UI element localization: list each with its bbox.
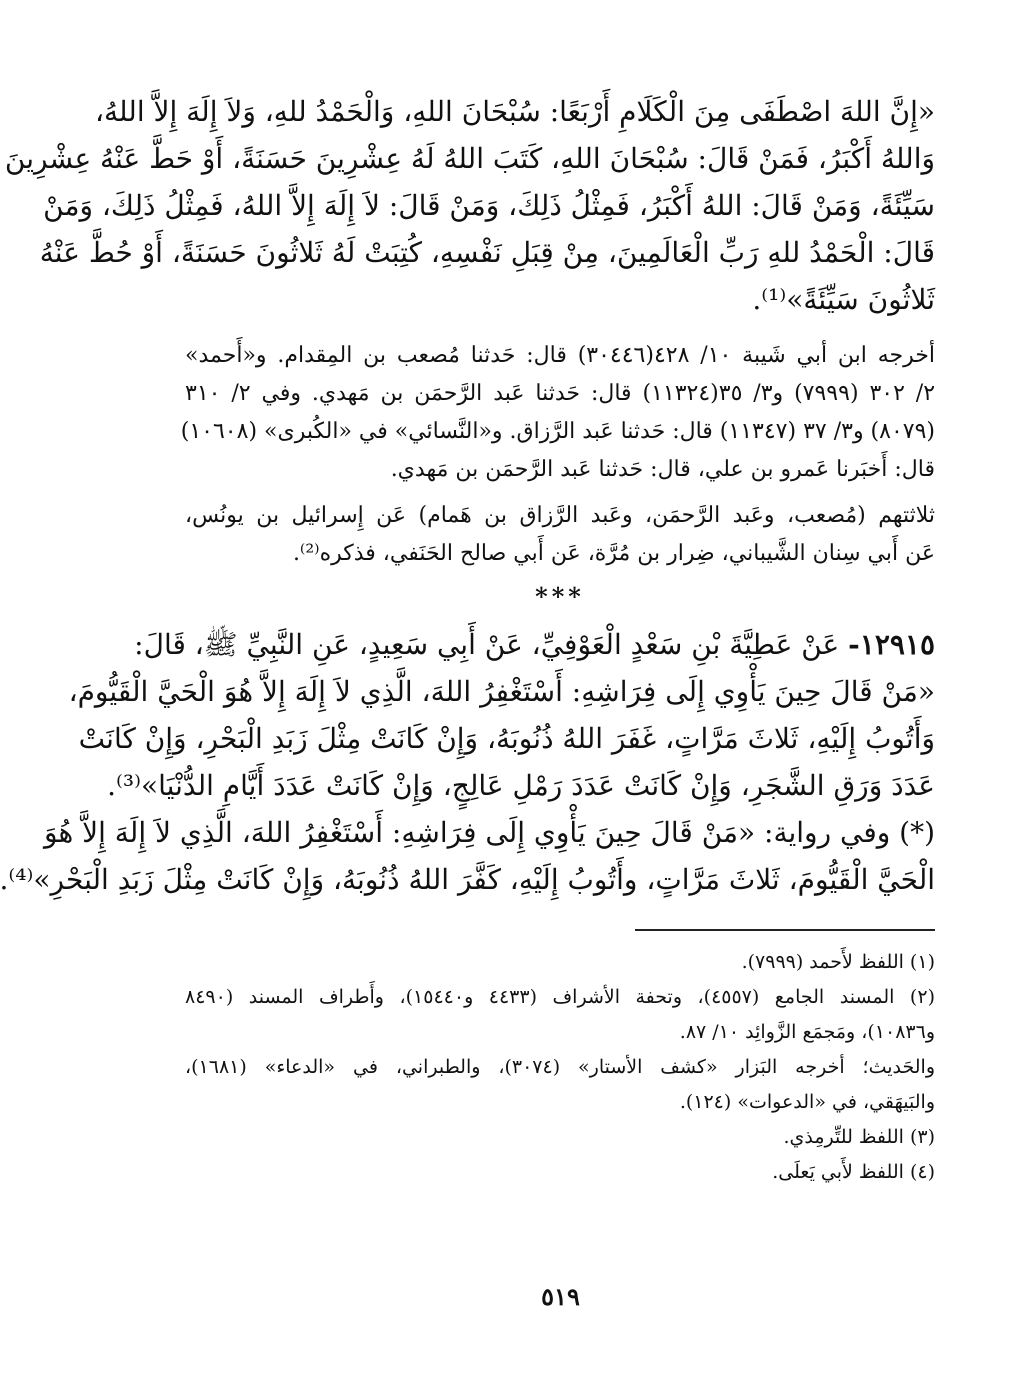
hadith-12915 (68, 621, 935, 809)
footnote-2: (٢) المسند الجامع (٤٥٥٧)، وتحفة الأشراف (٤٤٣٣ و١٥٤٤٠)، وأَطراف المسند (٨٤٩٠ (185, 986, 935, 1008)
takhrij-line: ٢/ ٣٠٢ (٧٩٩٩) و٣/ ٣٥(١١٣٢٤) قال: حَدثنا عَبد الرَّحمَن بن مَهدي. وفي ٢/ ٣١٠ (185, 381, 936, 406)
hadith-number: ١٢٩١٥- (848, 628, 935, 661)
footnote-divider (635, 929, 935, 931)
hadith-isnad: عَنْ عَطِيَّةَ بْنِ سَعْدٍ الْعَوْفِيِّ، عَنْ أَبِي سَعِيدٍ، عَنِ النَّبِيِّ ﷺ، قَالَ: (134, 628, 840, 661)
takhrij-line: (٨٠٧٩) و٣/ ٣٧ (١١٣٤٧) قال: حَدثنا عَبد الرَّزاق. و«النَّسائي» في «الكُبرى» (١٠٦٠٨) (180, 419, 935, 444)
riwaya-line: (*) وفي رواية: «مَنْ قَالَ حِينَ يَأْوِي إِلَى فِرَاشِهِ: أَسْتَغْفِرُ اللهَ، الَّذِي لاَ إِلَهَ إِلاَّ هُوَ (44, 816, 935, 849)
hadith-isnad-line (134, 621, 935, 668)
hadith-line: «مَنْ قَالَ حِينَ يَأْوِي إِلَى فِرَاشِهِ: أَسْتَغْفِرُ اللهَ، الَّذِي لاَ إِلَهَ إِلاَّ هُوَ الْحَيَّ الْقَيُّومَ، (68, 675, 935, 708)
takhrij-line: قال: أَخبَرنا عَمرو بن علي، قال: حَدثنا عَبد الرَّحمَن بن مَهدي. (390, 457, 935, 482)
footnote-3: (٣) اللفظ للتِّرمِذي. (783, 1126, 935, 1148)
hadith-text-previous (4, 88, 935, 323)
hadith-line: وَاللهُ أَكْبَرُ، فَمَنْ قَالَ: سُبْحَانَ اللهِ، كَتَبَ اللهُ لَهُ عِشْرِينَ حَسَنَةً، أَوْ حَطَّ عَنْهُ عِشْرِينَ (4, 142, 935, 175)
footnote-2-hadith-note-continued: والبَيهَقي، في «الدعوات» (١٢٤). (679, 1091, 935, 1113)
page-body (0, 88, 936, 1190)
footnote-2-hadith-note: والحَديث؛ أخرجه البَزار «كشف الأستار» (٣٠٧٤)، والطبراني، في «الدعاء» (١٦٨١)، (185, 1056, 936, 1078)
riwaya (0, 809, 935, 903)
hadith-line: وَأَتُوبُ إِلَيْهِ، ثَلاثَ مَرَّاتٍ، غَفَرَ اللهُ ذُنُوبَهُ، وَإِنْ كَانَتْ مِثْلَ زَبَدِ الْبَحْرِ، وَإِنْ كَانَتْ (78, 722, 935, 755)
footnote-1: (١) اللفظ لأَحمد (٧٩٩٩). (741, 951, 935, 973)
takhrij-line: عَن أَبي سِنان الشَّيباني، ضِرار بن مُرَّة، عَن أَبي صالح الحَنَفي، فذكره⁽²⁾. (292, 541, 935, 566)
takhrij-line: أخرجه ابن أبي شَيبة ١٠/ ٤٢٨(٣٠٤٤٦) قال: حَدثنا مُصعب بن المِقدام. و«أَحمد» (185, 343, 936, 368)
footnote-2-continued: و١٠٨٣٦)، ومَجمَع الزَّوائِد ١٠/ ٨٧. (679, 1021, 935, 1043)
footnotes (185, 945, 935, 1190)
page-number: ٥١٩ (541, 1282, 580, 1311)
takhrij-paragraph-1 (180, 337, 936, 489)
takhrij-paragraph-2 (185, 497, 935, 573)
hadith-line: عَدَدَ وَرَقِ الشَّجَرِ، وَإِنْ كَانَتْ عَدَدَ رَمْلِ عَالِجٍ، وَإِنْ كَانَتْ عَدَدَ أَيَّامِ الدُّنْيَا»⁽³⁾. (107, 769, 935, 802)
footnote-4: (٤) اللفظ لأَبي يَعلَى. (772, 1161, 935, 1183)
takhrij-line: ثلاثتهم (مُصعب، وعَبد الرَّحمَن، وعَبد الرَّزاق بن هَمام) عَن إِسرائيل بن يونُس، (185, 503, 935, 528)
hadith-line: ثَلاثُونَ سَيِّئَةً»⁽¹⁾. (752, 283, 935, 316)
section-separator: *** (535, 582, 585, 611)
hadith-line: قَالَ: الْحَمْدُ للهِ رَبِّ الْعَالَمِينَ، مِنْ قِبَلِ نَفْسِهِ، كُتِبَتْ لَهُ ثَلاثُونَ حَسَنَةً، أَوْ حُطَّ عَنْهُ (39, 236, 935, 269)
riwaya-line: الْحَيَّ الْقَيُّومَ، ثَلاثَ مَرَّاتٍ، وأَتُوبُ إِلَيْهِ، كَفَّرَ اللهُ ذُنُوبَهُ، وَإِنْ كَانَتْ مِثْلَ زَبَدِ الْبَحْرِ»⁽⁴⁾. (0, 863, 935, 896)
hadith-line: «إِنَّ اللهَ اصْطَفَى مِنَ الْكَلَامِ أَرْبَعًا: سُبْحَانَ اللهِ، وَالْحَمْدُ للهِ، وَلاَ إِلَهَ إِلاَّ اللهُ، (94, 95, 935, 128)
hadith-line: سَيِّئَةً، وَمَنْ قَالَ: اللهُ أَكْبَرُ، فَمِثْلُ ذَلِكَ، وَمَنْ قَالَ: لاَ إِلَهَ إِلاَّ اللهُ، فَمِثْلُ ذَلِكَ، وَمَنْ (43, 189, 935, 222)
